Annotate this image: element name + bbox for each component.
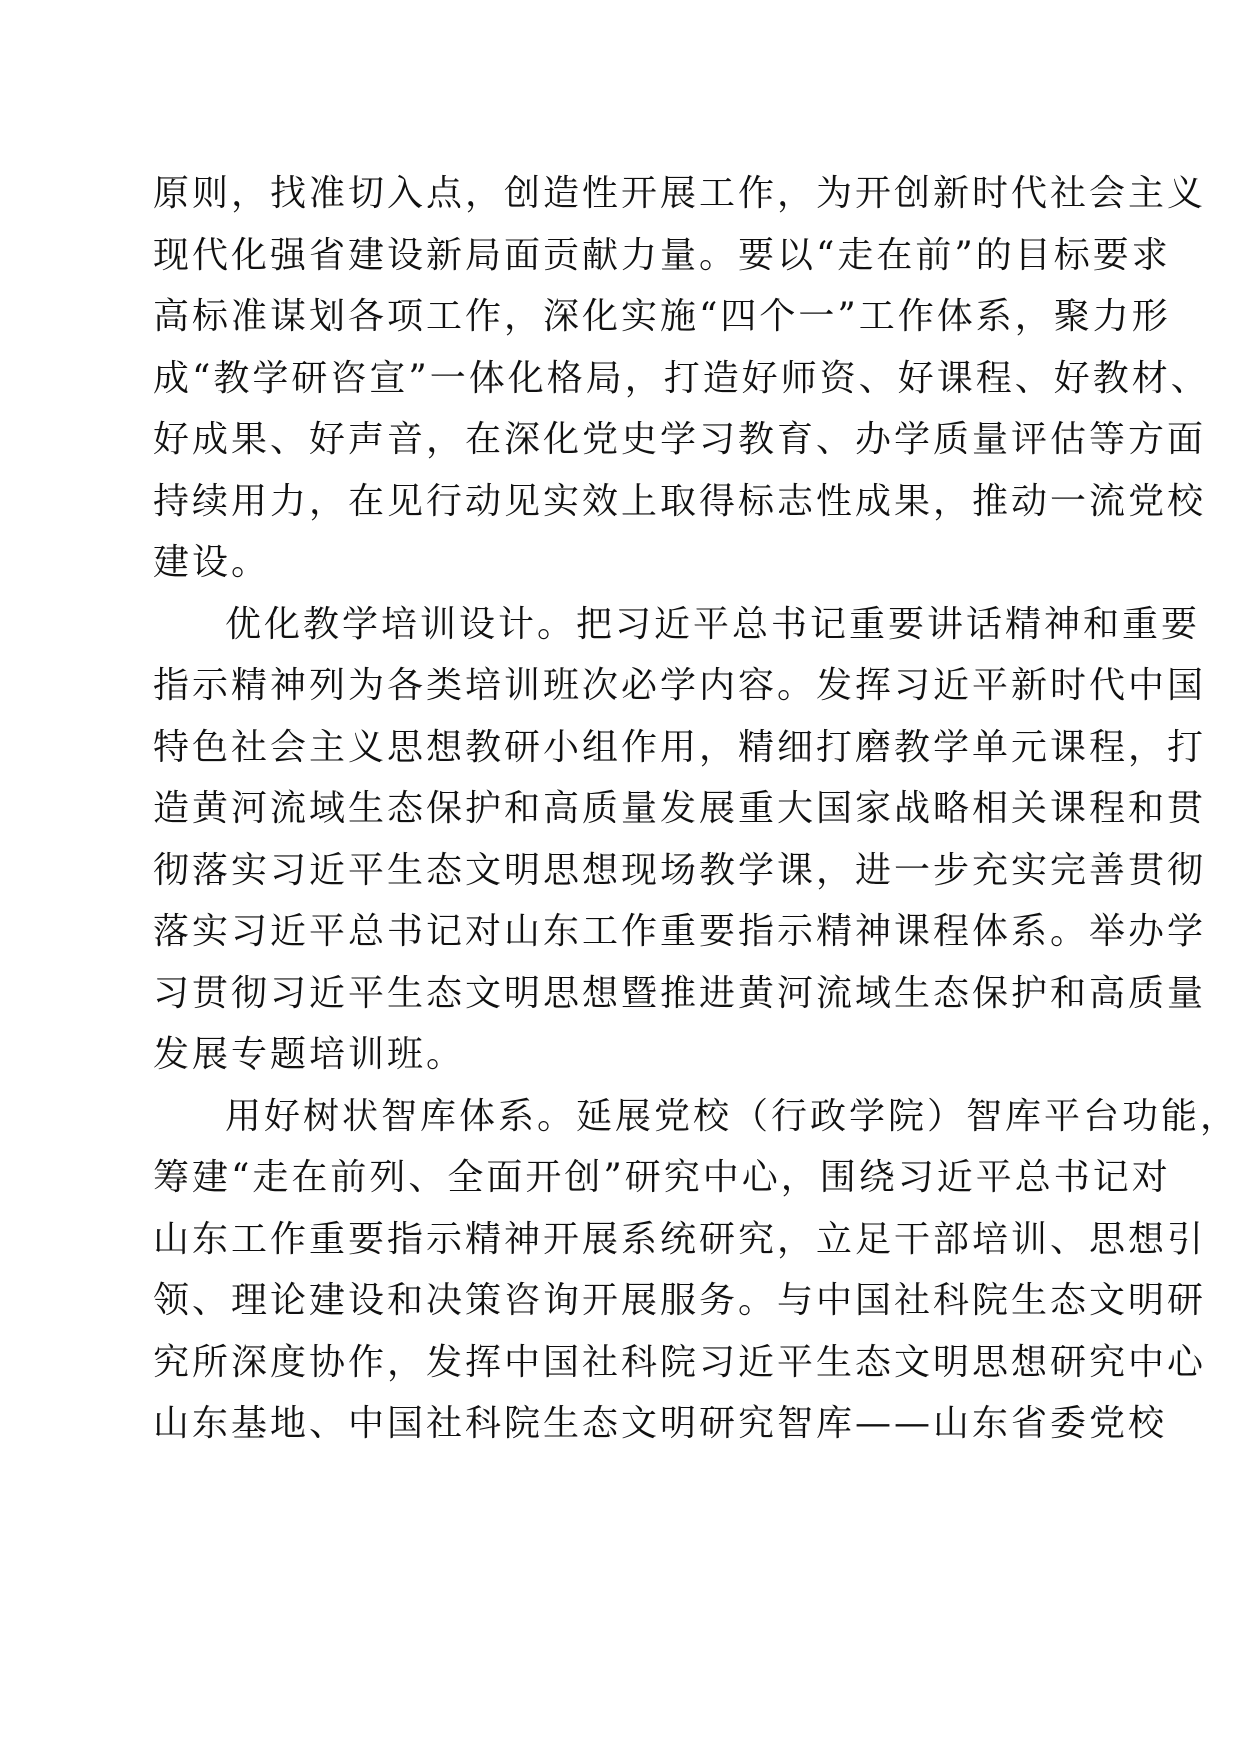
text-line: 现代化强省建设新局面贡献力量。要以“走在前”的目标要求	[153, 234, 1171, 276]
text-line: 山东基地、中国社科院生态文明研究智库——山东省委党校	[153, 1403, 1168, 1444]
text-line: 造黄河流域生态保护和高质量发展重大国家战略相关课程和贯	[153, 788, 1207, 829]
text-line: 建设。	[153, 542, 271, 583]
text-line: 原则，找准切入点，创造性开展工作，为开创新时代社会主义	[153, 173, 1207, 214]
text-line: 领、理论建设和决策咨询开展服务。与中国社科院生态文明研	[153, 1280, 1207, 1321]
text-line: 筹建“走在前列、全面开创”研究中心，围绕习近平总书记对	[153, 1157, 1171, 1198]
text-line: 发展专题培训班。	[153, 1034, 466, 1075]
text-line: 山东工作重要指示精神开展系统研究，立足干部培训、思想引	[153, 1218, 1207, 1260]
text-line: 持续用力，在见行动见实效上取得标志性成果，推动一流党校	[153, 480, 1207, 522]
text-line: 特色社会主义思想教研小组作用，精细打磨教学单元课程，打	[153, 726, 1207, 768]
text-line: 好成果、好声音，在深化党史学习教育、办学质量评估等方面	[153, 419, 1207, 460]
text-line: 习贯彻习近平生态文明思想暨推进黄河流域生态保护和高质量	[153, 972, 1207, 1014]
text-line: 彻落实习近平生态文明思想现场教学课，进一步充实完善贯彻	[153, 849, 1207, 891]
text-line: 高标准谋划各项工作，深化实施“四个一”工作体系，聚力形	[153, 296, 1171, 337]
text-line: 落实习近平总书记对山东工作重要指示精神课程体系。举办学	[153, 911, 1207, 952]
paragraph-first-line: 优化教学培训设计。把习近平总书记重要讲话精神和重要	[225, 603, 1201, 645]
text-line: 指示精神列为各类培训班次必学内容。发挥习近平新时代中国	[153, 665, 1207, 706]
text-line: 成“教学研咨宣”一体化格局，打造好师资、好课程、好教材、	[153, 357, 1210, 399]
body-text	[153, 163, 1240, 1455]
paragraph-first-line: 用好树状智库体系。延展党校（行政学院）智库平台功能，	[225, 1095, 1240, 1137]
text-line: 究所深度协作，发挥中国社科院习近平生态文明思想研究中心	[153, 1341, 1207, 1383]
